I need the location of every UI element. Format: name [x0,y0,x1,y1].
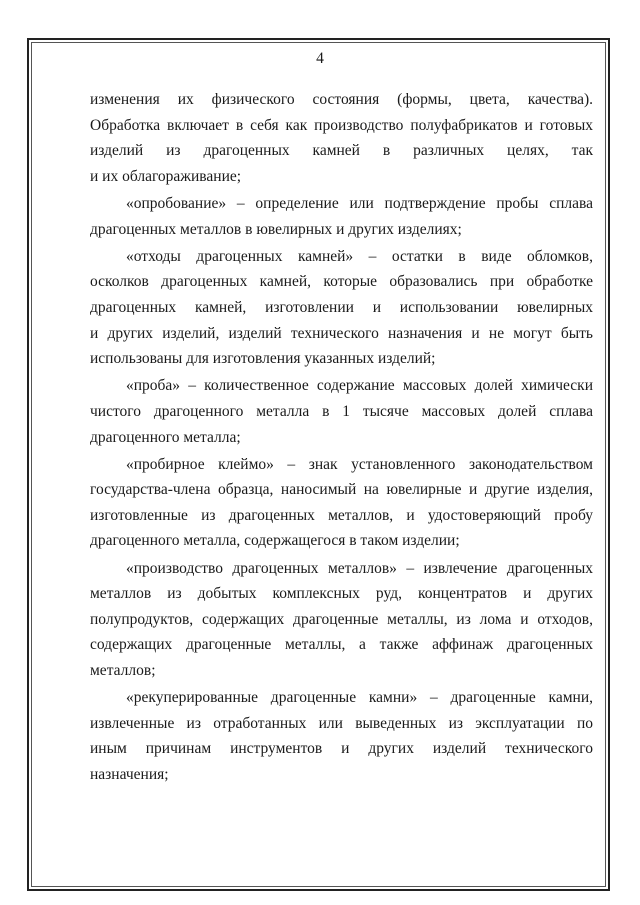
text-line: и других изделий, изделий технического назначения и не могут быть [90,324,593,342]
paragraph [90,556,593,684]
paragraph [90,452,593,554]
text-line: драгоценных металлов в ювелирных и других изделиях; [90,220,462,238]
page-number: 4 [316,50,324,67]
text-line: содержащих драгоценные металлы, а также аффинаж драгоценных [90,636,593,654]
text-line: драгоценного металла, содержащегося в таком изделии; [90,532,460,550]
text-line: изготовленные из драгоценных металлов, и удостоверяющий пробу [90,506,593,524]
text-line: драгоценных камней, изготовлении и использовании ювелирных [90,298,593,316]
text-line: «отходы драгоценных камней» – остатки в виде обломков, [126,247,593,265]
paragraph [90,685,593,787]
text-line: чистого драгоценного металла в 1 тысяче массовых долей сплава [90,402,593,420]
text-line: «проба» – количественное содержание массовых долей химически [126,377,593,395]
paragraph [90,191,593,242]
text-line: драгоценного металла; [90,428,241,446]
paragraph [90,373,593,450]
text-line: извлеченные из отработанных или выведенных из эксплуатации по [90,714,593,732]
text-line: изделий из драгоценных камней в различных целях, так [90,142,593,160]
text-line: изменения их физического состояния (формы, цвета, качества). [90,91,593,108]
text-line: «пробирное клеймо» – знак установленного законодательством [126,455,593,473]
text-line: Обработка включает в себя как производство полуфабрикатов и готовых [90,116,593,134]
text-line: использованы для изготовления указанных изделий; [90,350,436,368]
text-line: осколков драгоценных камней, которые образовались при обработке [90,273,593,291]
text-line: государства-члена образца, наносимый на ювелирные и другие изделия, [90,481,593,499]
text-line: металлов из добытых комплексных руд, концентратов и других [90,585,593,603]
text-line: «рекуперированные драгоценные камни» – драгоценные камни, [126,689,593,707]
text-line: металлов; [90,662,156,680]
text-line: «опробование» – определение или подтверждение пробы сплава [126,194,593,212]
text-line: «производство драгоценных металлов» – извлечение драгоценных [126,559,593,577]
text-line: полупродуктов, содержащих драгоценные металлы, из лома и отходов, [90,610,593,628]
paragraph [90,244,593,372]
paragraph [90,87,593,189]
document-body [90,87,593,788]
text-line: назначения; [90,766,169,783]
text-line: иным причинам инструментов и других изделий технического [90,740,593,758]
text-line: и их облагораживание; [90,167,242,185]
